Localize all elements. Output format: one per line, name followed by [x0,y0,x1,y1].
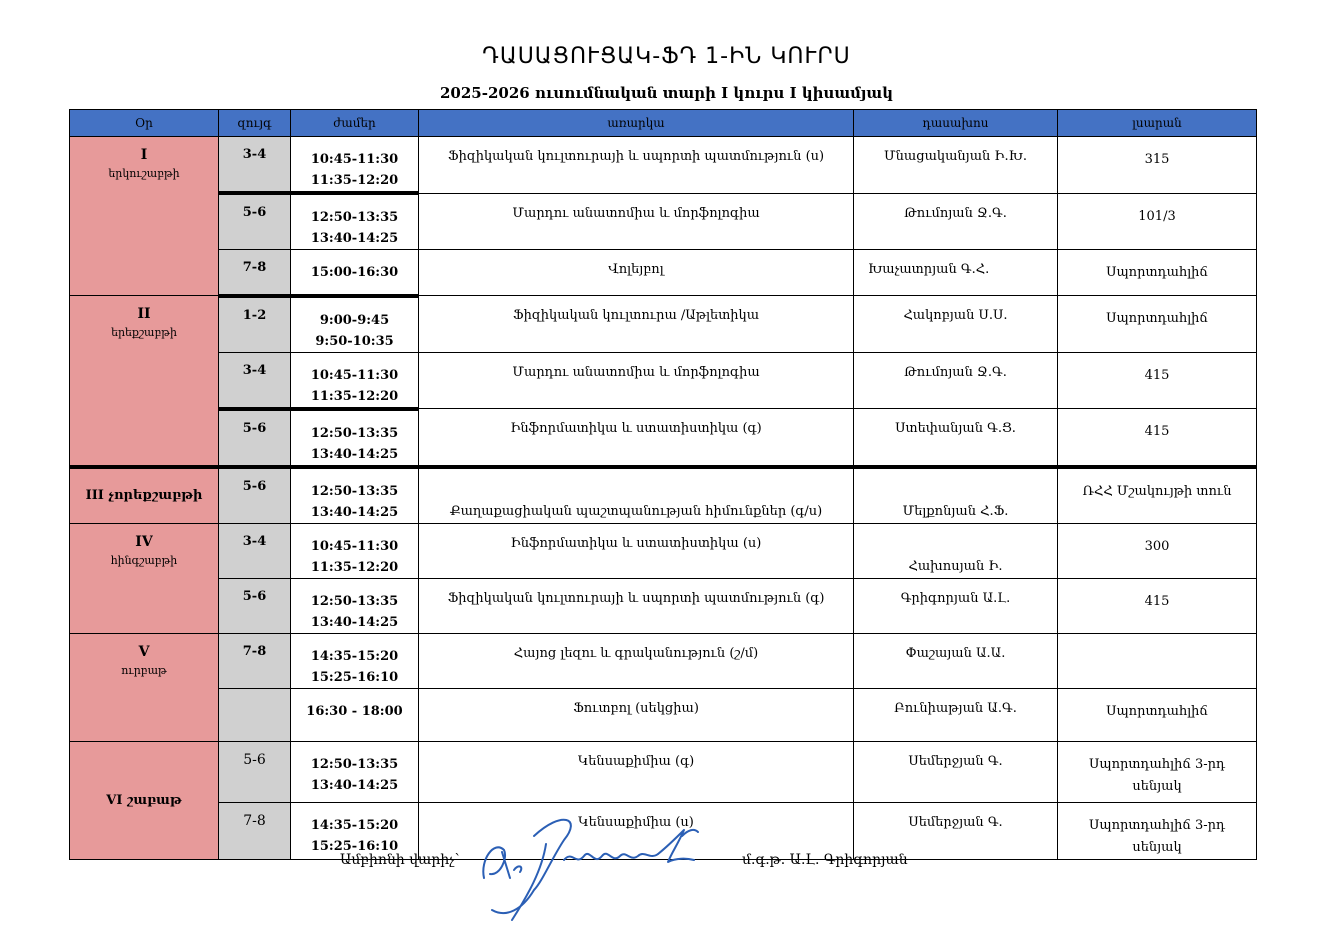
day-number: I [140,147,148,163]
teacher-cell: Հակոբյան Ս.Ս. [854,296,1058,353]
table-row [70,352,1257,409]
page-title: ԴԱՍԱՑՈՒՑԱԿ-ՖԴ 1-ԻՆ ԿՈՒՐՍ [482,44,851,69]
subject-cell: Մարդու անատոմիա և մորֆոլոգիա [419,193,854,250]
teacher-cell: Ստեփանյան Գ.Ց. [854,409,1058,467]
teacher-cell: Թումոյան Ջ.Գ. [854,352,1058,409]
day-name: հինգշաբթի [110,553,178,567]
time-cell [291,467,419,524]
time-end: 15:25-16:10 [310,838,399,854]
table-row [70,409,1257,467]
table-row [70,633,1257,688]
day-cell-friday [70,633,219,741]
subject-cell: Ինֆորմատիկա և ստատիստիկա (գ) [419,409,854,467]
table-row [70,688,1257,741]
subject-cell: Մարդու անատոմիա և մորֆոլոգիա [419,352,854,409]
time-start: 14:35-15:20 [310,648,399,664]
schedule-table [69,109,1257,860]
subject-cell: Քաղաքացիական պաշտպանության հիմունքներ (գ/ս) [419,467,854,524]
time-start: 14:35-15:20 [310,817,399,833]
time-cell [291,352,419,409]
table-row [70,467,1257,524]
table-row [70,296,1257,353]
room-cell: 101/3 [1058,193,1257,250]
day-cell-wednesday: III չորեքշաբթի [70,467,219,524]
column-header-pair: զույգ [219,110,291,137]
day-cell-saturday: VI շաբաթ [70,741,219,859]
day-name: ուրբաթ [121,663,167,677]
subject-cell: Ֆիզիկական կուլտուրայի և սպորտի պատմություն (գ) [419,578,854,633]
time-end: 13:40-14:25 [310,777,399,793]
room-cell: Սպորտդահլիճ 3-րդ սենյակ [1058,802,1257,859]
teacher-cell: Սեմերջյան Գ. [854,802,1058,859]
pair-cell: 5-6 [219,467,291,524]
time-start: 12:50-13:35 [310,210,399,225]
time-start: 10:45-11:30 [310,538,399,554]
subject-cell: Ֆուտբոլ (սեկցիա) [419,688,854,741]
time-end: 11:35-12:20 [310,388,399,404]
time-start: 9:00-9:45 [319,312,390,328]
subject-cell: Ֆիզիկական կուլտուրայի և սպորտի պատմություն (ս) [419,137,854,194]
footer-chair-label: Ամբիոնի վարիչ՝ [340,852,460,868]
teacher-cell: Մնացականյան Ի.Խ. [854,137,1058,194]
subject-cell: Կենսաքիմիա (ս) [419,802,854,859]
column-header-teacher: դասախոս [854,110,1058,137]
time-start: 12:50-13:35 [310,483,399,499]
time-cell [291,137,419,194]
day-cell-monday [70,137,219,296]
column-header-day: Օր [70,110,219,137]
time-start: 10:45-11:30 [310,152,399,167]
subject-cell: Ինֆորմատիկա և ստատիստիկա (ս) [419,523,854,578]
column-header-subject: առարկա [419,110,854,137]
time-end: 11:35-12:20 [310,559,399,575]
table-row [70,193,1257,250]
teacher-cell: Մելքոնյան Հ.Ֆ. [854,467,1058,524]
pair-cell: 5-6 [219,741,291,802]
room-cell: Սպորտդահլիճ 3-րդ սենյակ [1058,741,1257,802]
pair-cell: 7-8 [219,633,291,688]
subject-cell: Հայոց լեզու և գրականություն (շ/մ) [419,633,854,688]
pair-cell [219,688,291,741]
pair-cell: 1-2 [219,296,291,353]
table-row [70,137,1257,194]
table-header-row [70,110,1257,137]
time-cell [291,633,419,688]
pair-cell: 5-6 [219,193,291,250]
time-start: 12:50-13:35 [310,593,399,609]
pair-cell: 3-4 [219,523,291,578]
time-cell [291,250,419,296]
room-cell: Սպորտդահլիճ [1058,688,1257,741]
page-subtitle: 2025-2026 ուսումնական տարի I կուրս I կիսամյակ [439,84,893,102]
teacher-cell: Բունիաթյան Ա.Գ. [854,688,1058,741]
room-cell: 300 [1058,523,1257,578]
time-cell [291,741,419,802]
table-row [70,741,1257,802]
teacher-cell: Սեմերջյան Գ. [854,741,1058,802]
day-name: երեքշաբթի [111,326,177,339]
table-row [70,250,1257,296]
day-number: IV [135,533,153,550]
pair-cell: 5-6 [219,578,291,633]
time-cell [291,409,419,467]
pair-cell: 3-4 [219,352,291,409]
day-cell-tuesday [70,296,219,467]
room-cell [1058,633,1257,688]
time-start: 12:50-13:35 [310,425,399,441]
table-row [70,578,1257,633]
time-cell [291,296,419,353]
time-start: 10:45-11:30 [310,367,399,383]
teacher-cell: Թումոյան Ջ.Գ. [854,193,1058,250]
time-end: 9:50-10:35 [315,333,394,349]
room-cell: Սպորտդահլիճ [1058,250,1257,296]
pair-cell: 5-6 [219,409,291,467]
column-header-room: լսարան [1058,110,1257,137]
time-end: 13:40-14:25 [310,231,399,246]
footer-head-name: մ.գ.թ. Ա.Լ. Գրիգորյան [742,852,908,868]
time-start: 16:30 - 18:00 [306,703,403,719]
subject-cell: Ֆիզիկական կուլտուրա /Աթլետիկա [419,296,854,353]
table-row [70,523,1257,578]
pair-cell: 3-4 [219,137,291,194]
time-end: 13:40-14:25 [310,614,399,630]
column-header-time: ժամեր [291,110,419,137]
time-cell [291,802,419,859]
room-cell: ՌՀՀ Մշակույթի տուն [1058,467,1257,524]
room-cell: 415 [1058,409,1257,467]
time-cell [291,578,419,633]
time-cell [291,193,419,250]
day-number: V [138,643,150,660]
teacher-cell: Փաշայան Ա.Ա. [854,633,1058,688]
subject-cell: Վոլեյբոլ [419,250,854,296]
time-cell [291,523,419,578]
time-start: 12:50-13:35 [310,756,399,772]
room-cell: 415 [1058,578,1257,633]
day-cell-thursday [70,523,219,633]
teacher-cell: Գրիգորյան Ա.Լ. [854,578,1058,633]
time-end: 13:40-14:25 [310,446,399,462]
time-end: 13:40-14:25 [310,504,399,520]
signature-image [472,800,722,925]
subject-cell: Կենսաքիմիա (գ) [419,741,854,802]
pair-cell: 7-8 [219,250,291,296]
room-cell: 415 [1058,352,1257,409]
day-number: II [137,306,151,322]
room-cell: 315 [1058,137,1257,194]
time-end: 11:35-12:20 [310,173,399,188]
time-end: 15:25-16:10 [310,669,399,685]
teacher-cell: Հախոսյան Ի. [854,523,1058,578]
time-start: 15:00-16:30 [310,265,399,280]
day-name: երկուշաբթի [108,167,180,180]
room-cell: Սպորտդահլիճ [1058,296,1257,353]
teacher-cell: Խաչատրյան Գ.Հ. [854,250,1058,296]
pair-cell: 7-8 [219,802,291,859]
time-cell [291,688,419,741]
